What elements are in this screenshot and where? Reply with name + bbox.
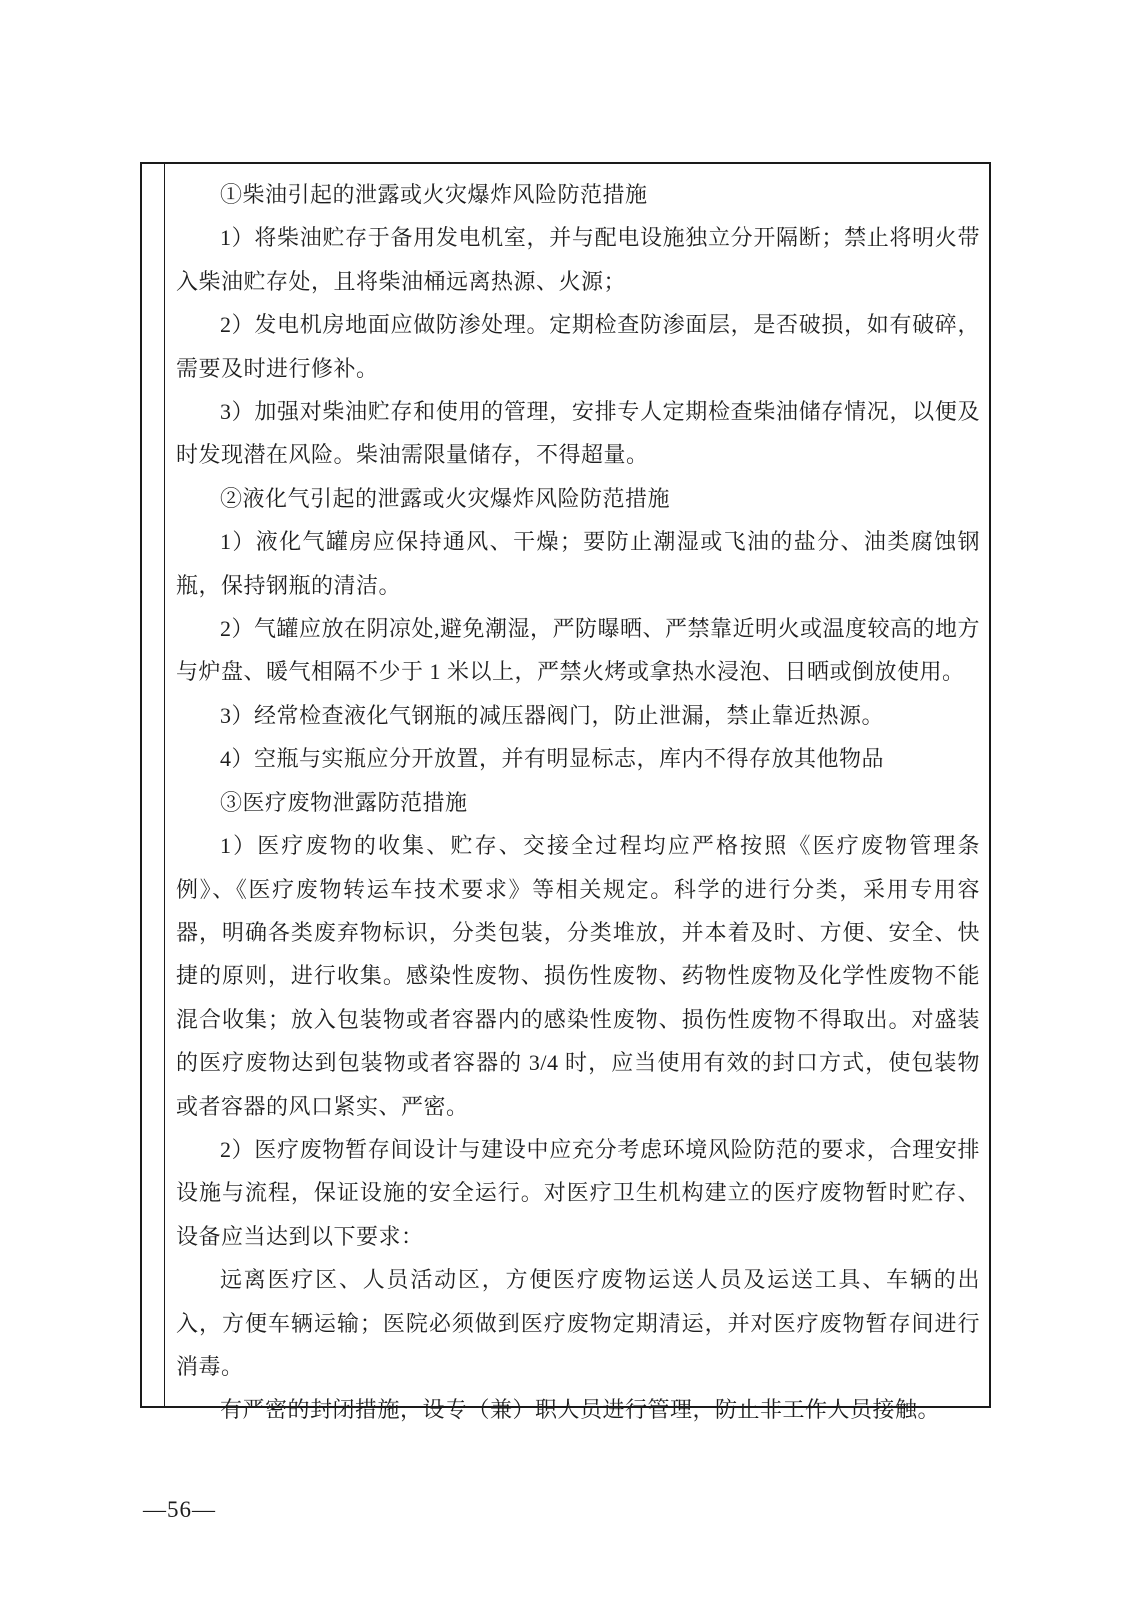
- paragraph-medwaste-req-1: 远离医疗区、人员活动区，方便医疗废物运送人员及运送工具、车辆的出入，方便车辆运输；医院必须做到医疗废物定期清运，并对医疗废物暂存间进行消毒。: [176, 1267, 980, 1379]
- page-number: —56—: [143, 1497, 216, 1522]
- paragraph-diesel-item-2: 2）发电机房地面应做防渗处理。定期检查防渗面层，是否破损，如有破碎，需要及时进行修补。: [176, 312, 980, 381]
- paragraph-lpg-item-1: 1）液化气罐房应保持通风、干燥；要防止潮湿或飞油的盐分、油类腐蚀钢瓶，保持钢瓶的清洁。: [176, 529, 980, 598]
- paragraph-lpg-heading: ②液化气引起的泄露或火灾爆炸风险防范措施: [220, 485, 671, 511]
- paragraph-diesel-item-3: 3）加强对柴油贮存和使用的管理，安排专人定期检查柴油储存情况，以便及时发现潜在风险。柴油需限量储存，不得超量。: [176, 399, 980, 468]
- paragraph-diesel-item-1: 1）将柴油贮存于备用发电机室，并与配电设施独立分开隔断；禁止将明火带入柴油贮存处，且将柴油桶远离热源、火源；: [176, 225, 980, 294]
- paragraph-medwaste-req-2: 有严密的封闭措施，设专（兼）职人员进行管理，防止非工作人员接触。: [220, 1397, 941, 1423]
- paragraph-medwaste-item-2: 2）医疗废物暂存间设计与建设中应充分考虑环境风险防范的要求，合理安排设施与流程，保证设施的安全运行。对医疗卫生机构建立的医疗废物暂时贮存、设备应当达到以下要求：: [176, 1136, 980, 1249]
- risk-measures-table: [140, 162, 991, 1423]
- paragraph-medwaste-item-1: 1）医疗废物的收集、贮存、交接全过程均应严格按照《医疗废物管理条例》、《医疗废物转运车技术要求》等相关规定。科学的进行分类，采用专用容器，明确各类废弃物标识，分类包装，分类堆放，并本着及时、方便、安全、快捷的原则，进行收集。感染性废物、损伤性废物、药物性废物及化学性废物不能混合收集；放入包装物或者容器内的感染性废物、损伤性废物不得取出。对盛装的医疗废物达到包装物或者容器的 3/4 时，应当使用有效的封口方式，使包装物或者容器的风口紧实、严密。: [176, 833, 980, 1119]
- paragraph-medwaste-heading: ③医疗废物泄露防范措施: [220, 789, 468, 815]
- paragraph-lpg-item-4: 4）空瓶与实瓶应分开放置，并有明显标志，库内不得存放其他物品: [220, 746, 885, 772]
- paragraph-lpg-item-3: 3）经常检查液化气钢瓶的减压器阀门，防止泄漏，禁止靠近热源。: [220, 702, 885, 728]
- paragraph-lpg-item-2: 2）气罐应放在阴凉处,避免潮湿，严防曝晒、严禁靠近明火或温度较高的地方与炉盘、暖气相隔不少于 1 米以上，严禁火烤或拿热水浸泡、日晒或倒放使用。: [176, 616, 981, 685]
- table-left-empty-cell: [142, 164, 165, 1406]
- table-content-cell: [165, 164, 989, 1423]
- paragraph-diesel-heading: ①柴油引起的泄露或火灾爆炸风险防范措施: [220, 182, 648, 207]
